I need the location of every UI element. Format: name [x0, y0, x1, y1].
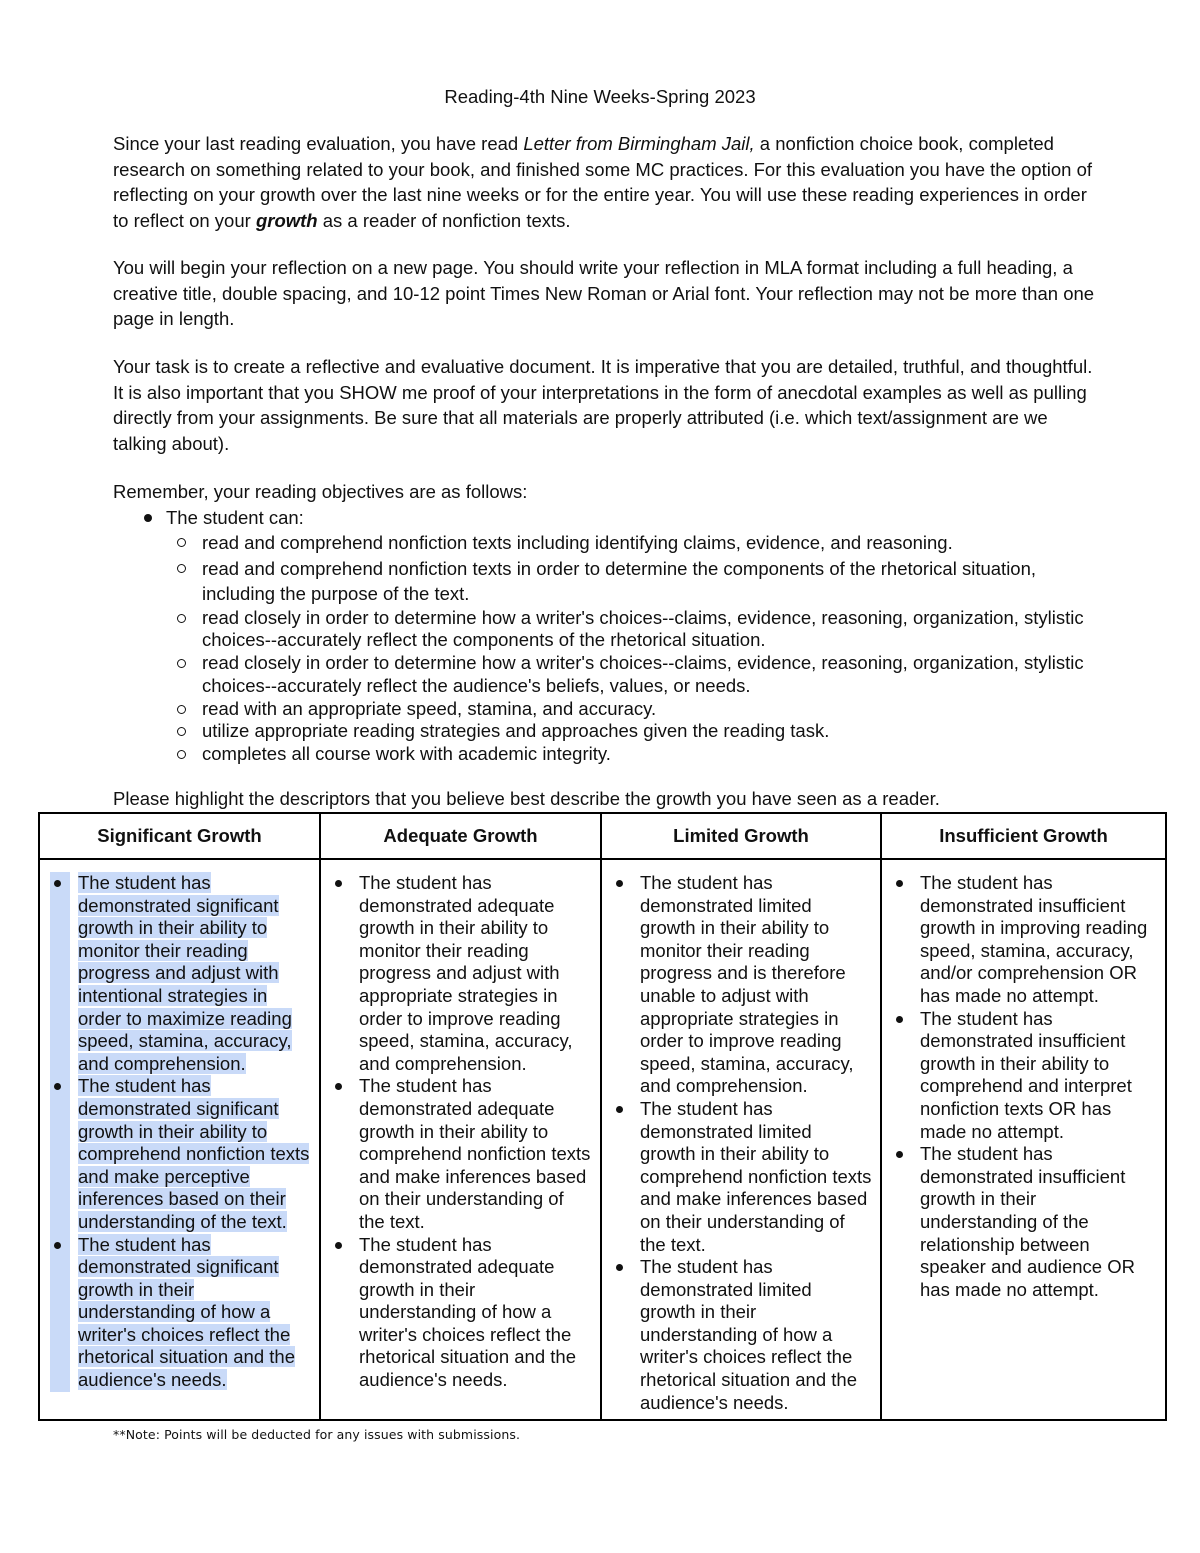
- objective-text: completes all course work with academic integrity.: [202, 743, 611, 765]
- descriptor-list: [612, 872, 872, 1414]
- objective-text: utilize appropriate reading strategies and approaches given the reading task.: [202, 720, 830, 742]
- objectives-list: [113, 505, 1098, 766]
- circle-bullet-icon: [177, 705, 186, 714]
- deduction-note: **Note: Points will be deducted for any issues with submissions.: [113, 1427, 521, 1442]
- intro-text-start: Since your last reading evaluation, you have read: [113, 133, 524, 154]
- circle-bullet-icon: [177, 538, 186, 547]
- task-paragraph: Your task is to create a reflective and evaluative document. It is imperative that you are detailed, truthful, and thoughtful. It is also important that you SHOW me proof of your interpretations in the form of anecdotal examples as well as pulling directly from your assignments. Be sure that all materials are properly attributed (i.e. which text/assignment are we talking about).: [113, 356, 1093, 454]
- intro-text-middle: a nonfiction choice book, completed research on something related to your book, and finished some MC practices. For this evaluation you have the option of reflecting on your growth over the last nine weeks or for the entire year. You will use these reading experiences in order to reflect on your: [113, 133, 1092, 231]
- objectives-lead-item: [113, 505, 1098, 530]
- header-insufficient-growth: Insufficient Growth: [881, 813, 1166, 859]
- descriptor-text: The student has demonstrated insufficient growth in their ability to comprehend and interpret nonfiction texts OR has made no attempt.: [920, 1007, 1132, 1142]
- descriptor-text: The student has demonstrated limited growth in their ability to monitor their reading progress and is therefore unable to adjust with appropriate strategies in order to improve reading speed, stamina, accuracy, and comprehension.: [640, 872, 854, 1097]
- objective-item: [113, 720, 1098, 743]
- descriptor-item[interactable]: [612, 872, 872, 1098]
- descriptor-item[interactable]: [892, 1008, 1157, 1144]
- bullet-icon: [616, 880, 623, 887]
- rubric-descriptor-row: [39, 859, 1166, 1420]
- growth-rubric-table: [38, 812, 1167, 1421]
- descriptor-list: [892, 872, 1157, 1301]
- descriptor-text: The student has demonstrated adequate growth in their ability to monitor their reading progress and adjust with appropriate strategies in order to improve reading speed, stamina, accuracy, and comprehension.: [359, 872, 573, 1074]
- bullet-icon: [896, 1016, 903, 1023]
- bullet-icon: [335, 1242, 342, 1249]
- descriptor-item[interactable]: [50, 872, 311, 1075]
- objective-item: [113, 652, 1098, 698]
- rubric-header-row: [39, 813, 1166, 859]
- descriptor-text: The student has demonstrated significant growth in their ability to comprehend nonfiction texts and make perceptive inferences based on their understanding of the text.: [78, 1075, 310, 1232]
- descriptor-item[interactable]: [612, 1256, 872, 1414]
- header-limited-growth: Limited Growth: [601, 813, 881, 859]
- objective-text: read closely in order to determine how a writer's choices--claims, evidence, reasoning, organization, stylistic choices--accurately reflect the components of the rhetorical situation.: [202, 606, 1084, 651]
- objective-item: [113, 607, 1098, 653]
- descriptor-item[interactable]: [331, 1234, 592, 1392]
- descriptor-text: The student has demonstrated insufficient growth in their understanding of the relationship between speaker and audience OR has made no attempt.: [920, 1143, 1135, 1300]
- bullet-icon: [54, 1083, 61, 1090]
- limited-growth-cell[interactable]: [601, 859, 881, 1420]
- page-title: Reading-4th Nine Weeks-Spring 2023: [444, 86, 756, 107]
- descriptor-item[interactable]: [50, 1075, 311, 1233]
- significant-growth-cell[interactable]: [39, 859, 320, 1420]
- descriptor-item[interactable]: [892, 1143, 1157, 1301]
- objective-item: [113, 556, 1098, 607]
- descriptor-list: [331, 872, 592, 1392]
- descriptor-item[interactable]: [331, 872, 592, 1075]
- header-significant-growth: Significant Growth: [39, 813, 320, 859]
- bullet-icon: [144, 514, 152, 522]
- bullet-icon: [54, 880, 61, 887]
- bullet-icon: [896, 1151, 903, 1158]
- objective-item: [113, 698, 1098, 721]
- intro-text-end: as a reader of nonfiction texts.: [317, 209, 571, 231]
- objectives-sublist: [113, 530, 1098, 766]
- descriptor-item[interactable]: [892, 872, 1157, 1008]
- bullet-icon: [616, 1106, 623, 1113]
- descriptor-text: The student has demonstrated limited growth in their ability to comprehend nonfiction texts and make inferences based on their understanding of the text.: [640, 1097, 872, 1255]
- objective-item: [113, 530, 1098, 556]
- descriptor-list: [50, 872, 311, 1392]
- objectives-lead: The student can:: [166, 507, 304, 528]
- bullet-icon: [54, 1242, 61, 1249]
- bullet-icon: [335, 1083, 342, 1090]
- insufficient-growth-cell[interactable]: [881, 859, 1166, 1420]
- circle-bullet-icon: [177, 614, 186, 623]
- objectives-intro: Remember, your reading objectives are as follows:: [113, 481, 528, 502]
- circle-bullet-icon: [177, 564, 186, 573]
- adequate-growth-cell[interactable]: [320, 859, 601, 1420]
- objective-text: read closely in order to determine how a writer's choices--claims, evidence, reasoning, organization, stylistic choices--accurately reflect the audience's beliefs, values, or needs.: [202, 652, 1084, 696]
- objective-text: read with an appropriate speed, stamina, and accuracy.: [202, 697, 657, 719]
- descriptor-item[interactable]: [50, 1234, 311, 1392]
- circle-bullet-icon: [177, 727, 186, 736]
- growth-emphasis: growth: [255, 209, 318, 231]
- circle-bullet-icon: [177, 659, 186, 668]
- descriptor-text: The student has demonstrated adequate growth in their understanding of how a writer's choices reflect the rhetorical situation and the audience's needs.: [359, 1233, 576, 1391]
- bullet-icon: [896, 880, 903, 887]
- objective-text: read and comprehend nonfiction texts including identifying claims, evidence, and reasoning.: [202, 532, 953, 553]
- format-paragraph: You will begin your reflection on a new page. You should write your reflection in MLA format including a full heading, a creative title, double spacing, and 10-12 point Times New Roman or Arial font. Your reflection may not be more than one page in length.: [113, 257, 1095, 329]
- descriptor-text: The student has demonstrated limited growth in their understanding of how a writer's choices reflect the rhetorical situation and the audience's needs.: [640, 1256, 857, 1413]
- bullet-icon: [616, 1264, 623, 1271]
- descriptor-text: The student has demonstrated adequate growth in their ability to comprehend nonfiction texts and make inferences based on their understanding of the text.: [359, 1075, 591, 1232]
- objective-text: read and comprehend nonfiction texts in order to determine the components of the rhetorical situation, including the purpose of the text.: [202, 557, 1037, 604]
- book-title: Letter from Birmingham Jail,: [523, 133, 755, 154]
- descriptor-text: The student has demonstrated significant growth in their understanding of how a writer's choices reflect the rhetorical situation and the audience's needs.: [78, 1233, 295, 1391]
- header-adequate-growth: Adequate Growth: [320, 813, 601, 859]
- objective-item: [113, 743, 1098, 766]
- bullet-icon: [335, 880, 342, 887]
- highlight-instruction: Please highlight the descriptors that you believe best describe the growth you have seen as a reader.: [113, 788, 940, 809]
- circle-bullet-icon: [177, 750, 186, 759]
- descriptor-text: The student has demonstrated significant growth in their ability to monitor their reading progress and adjust with intentional strategies in order to maximize reading speed, stamina, accuracy, and comprehension.: [78, 872, 292, 1074]
- descriptor-text: The student has demonstrated insufficient growth in improving reading speed, stamina, accuracy, and/or comprehension OR has made no attempt.: [920, 872, 1148, 1006]
- descriptor-item[interactable]: [331, 1075, 592, 1233]
- intro-paragraph: [113, 131, 1098, 233]
- descriptor-item[interactable]: [612, 1098, 872, 1256]
